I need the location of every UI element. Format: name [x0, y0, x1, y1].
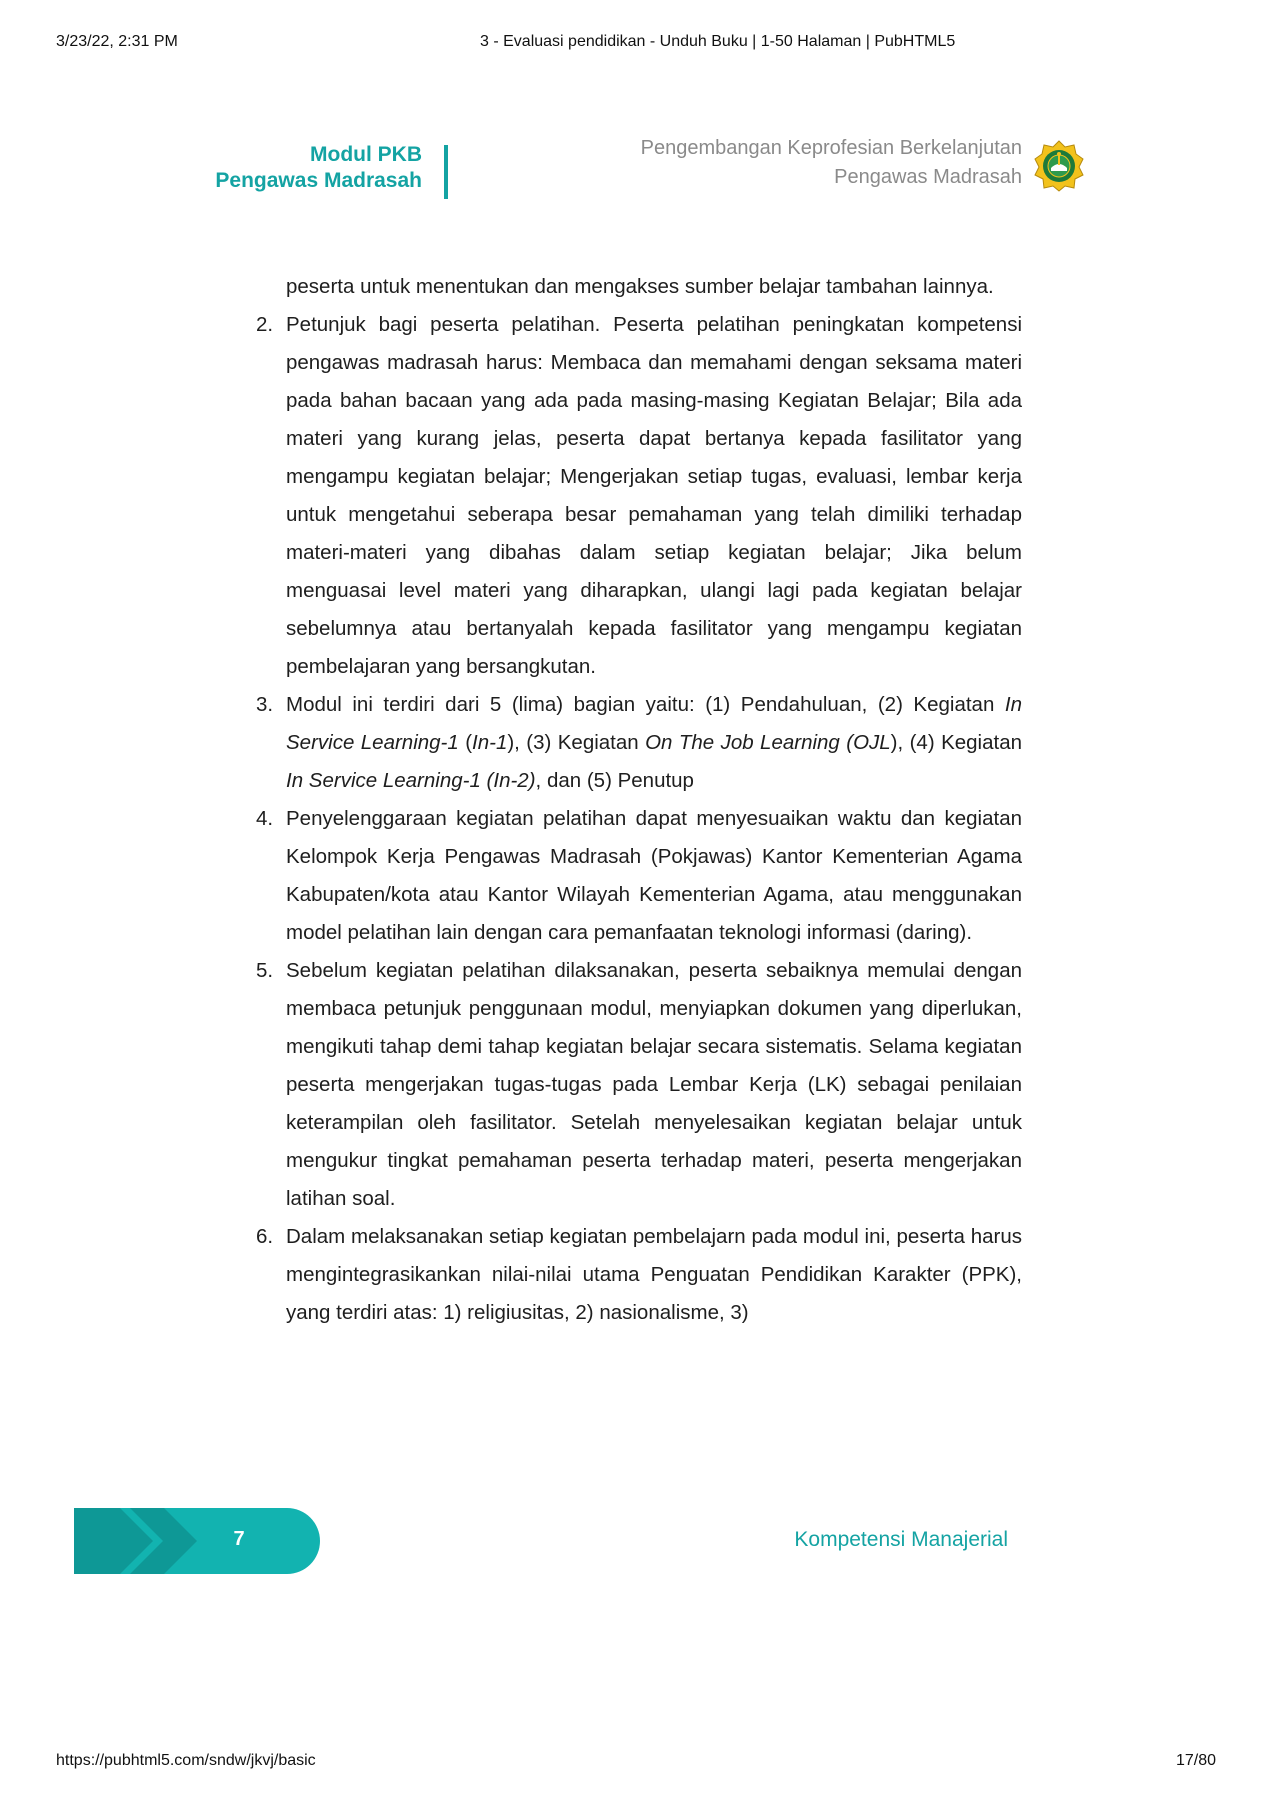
list-item-text: Modul ini terdiri dari 5 (lima) bagian yaitu: (1) Pendahuluan, (2) Kegiatan In Service Learning-1 (In-1), (3) Kegiatan On The Job Learning (OJL), (4) Kegiatan In Service Learning-1 (In-2), dan (5) Penutup [286, 693, 1022, 792]
list-item-text: Dalam melaksanakan setiap kegiatan pembelajarn pada modul ini, peserta harus mengintegrasikankan nilai-nilai utama Penguatan Pendidikan Karakter (PPK), yang terdiri atas: 1) religiusitas, 2) nasionalisme, 3) [286, 1225, 1022, 1324]
print-page-count: 17/80 [1176, 1752, 1217, 1769]
list-item-text: Sebelum kegiatan pelatihan dilaksanakan, peserta sebaiknya memulai dengan membaca petunjuk penggunaan modul, menyiapkan dokumen yang diperlukan, mengikuti tahap demi tahap kegiatan belajar secara sistematis. Selama kegiatan peserta mengerjakan tugas-tugas pada Lembar Kerja (LK) sebagai penilaian keterampilan oleh fasilitator. Setelah menyelesaikan kegiatan belajar untuk mengukur tingkat pemahaman peserta terhadap materi, peserta mengerjakan latihan soal. [286, 959, 1022, 1210]
page-number: 7 [233, 1528, 245, 1550]
list-item-number: 4. [256, 807, 274, 830]
list-item-text: Petunjuk bagi peserta pelatihan. Peserta pelatihan peningkatan kompetensi pengawas madrasah harus: Membaca dan memahami dengan seksama materi pada bahan bacaan yang ada pada masing-masing Kegiatan Belajar; Bila ada materi yang kurang jelas, peserta dapat bertanya kepada fasilitator yang mengampu kegiatan belajar; Mengerjakan setiap tugas, evaluasi, lembar kerja untuk mengetahui seberapa besar pemahaman yang telah dimiliki terhadap materi-materi yang dibahas dalam setiap kegiatan belajar; Jika belum menguasai level materi yang diharapkan, ulangi lagi pada kegiatan belajar sebelumnya atau bertanyalah kepada fasilitator yang mengampu kegiatan pembelajaran yang bersangkutan. [286, 313, 1022, 678]
header-divider [444, 145, 448, 199]
list-item [256, 1218, 1022, 1332]
list-item [256, 952, 1022, 1218]
program-title [560, 134, 1022, 192]
list-item [256, 306, 1022, 686]
kemenag-emblem-icon [1034, 140, 1084, 192]
instruction-list [256, 306, 1022, 1332]
list-item-number: 5. [256, 959, 274, 982]
section-name: Kompetensi Manajerial [794, 1528, 1008, 1551]
list-item [256, 800, 1022, 952]
program-title-line1: Pengembangan Keprofesian Berkelanjutan [640, 137, 1022, 159]
list-item-number: 6. [256, 1225, 274, 1248]
intro-paragraph: peserta untuk menentukan dan mengakses sumber belajar tambahan lainnya. [286, 275, 994, 298]
module-title-line2: Pengawas Madrasah [215, 169, 422, 192]
print-datetime: 3/23/22, 2:31 PM [56, 33, 178, 50]
list-item-number: 3. [256, 693, 274, 716]
module-title-line1: Modul PKB [310, 143, 422, 166]
list-item-text: Penyelenggaraan kegiatan pelatihan dapat menyesuaikan waktu dan kegiatan Kelompok Kerja Pengawas Madrasah (Pokjawas) Kantor Kementerian Agama Kabupaten/kota atau Kantor Wilayah Kementerian Agama, atau menggunakan model pelatihan lain dengan cara pemanfaatan teknologi informasi (daring). [286, 807, 1022, 944]
footer-banner [74, 1508, 320, 1574]
module-content [256, 268, 1022, 1332]
program-title-line2: Pengawas Madrasah [834, 166, 1022, 188]
list-item-number: 2. [256, 313, 274, 336]
module-title [214, 142, 422, 194]
print-url: https://pubhtml5.com/sndw/jkvj/basic [56, 1752, 316, 1769]
print-page-title: 3 - Evaluasi pendidikan - Unduh Buku | 1-50 Halaman | PubHTML5 [480, 33, 956, 50]
list-item [256, 686, 1022, 800]
